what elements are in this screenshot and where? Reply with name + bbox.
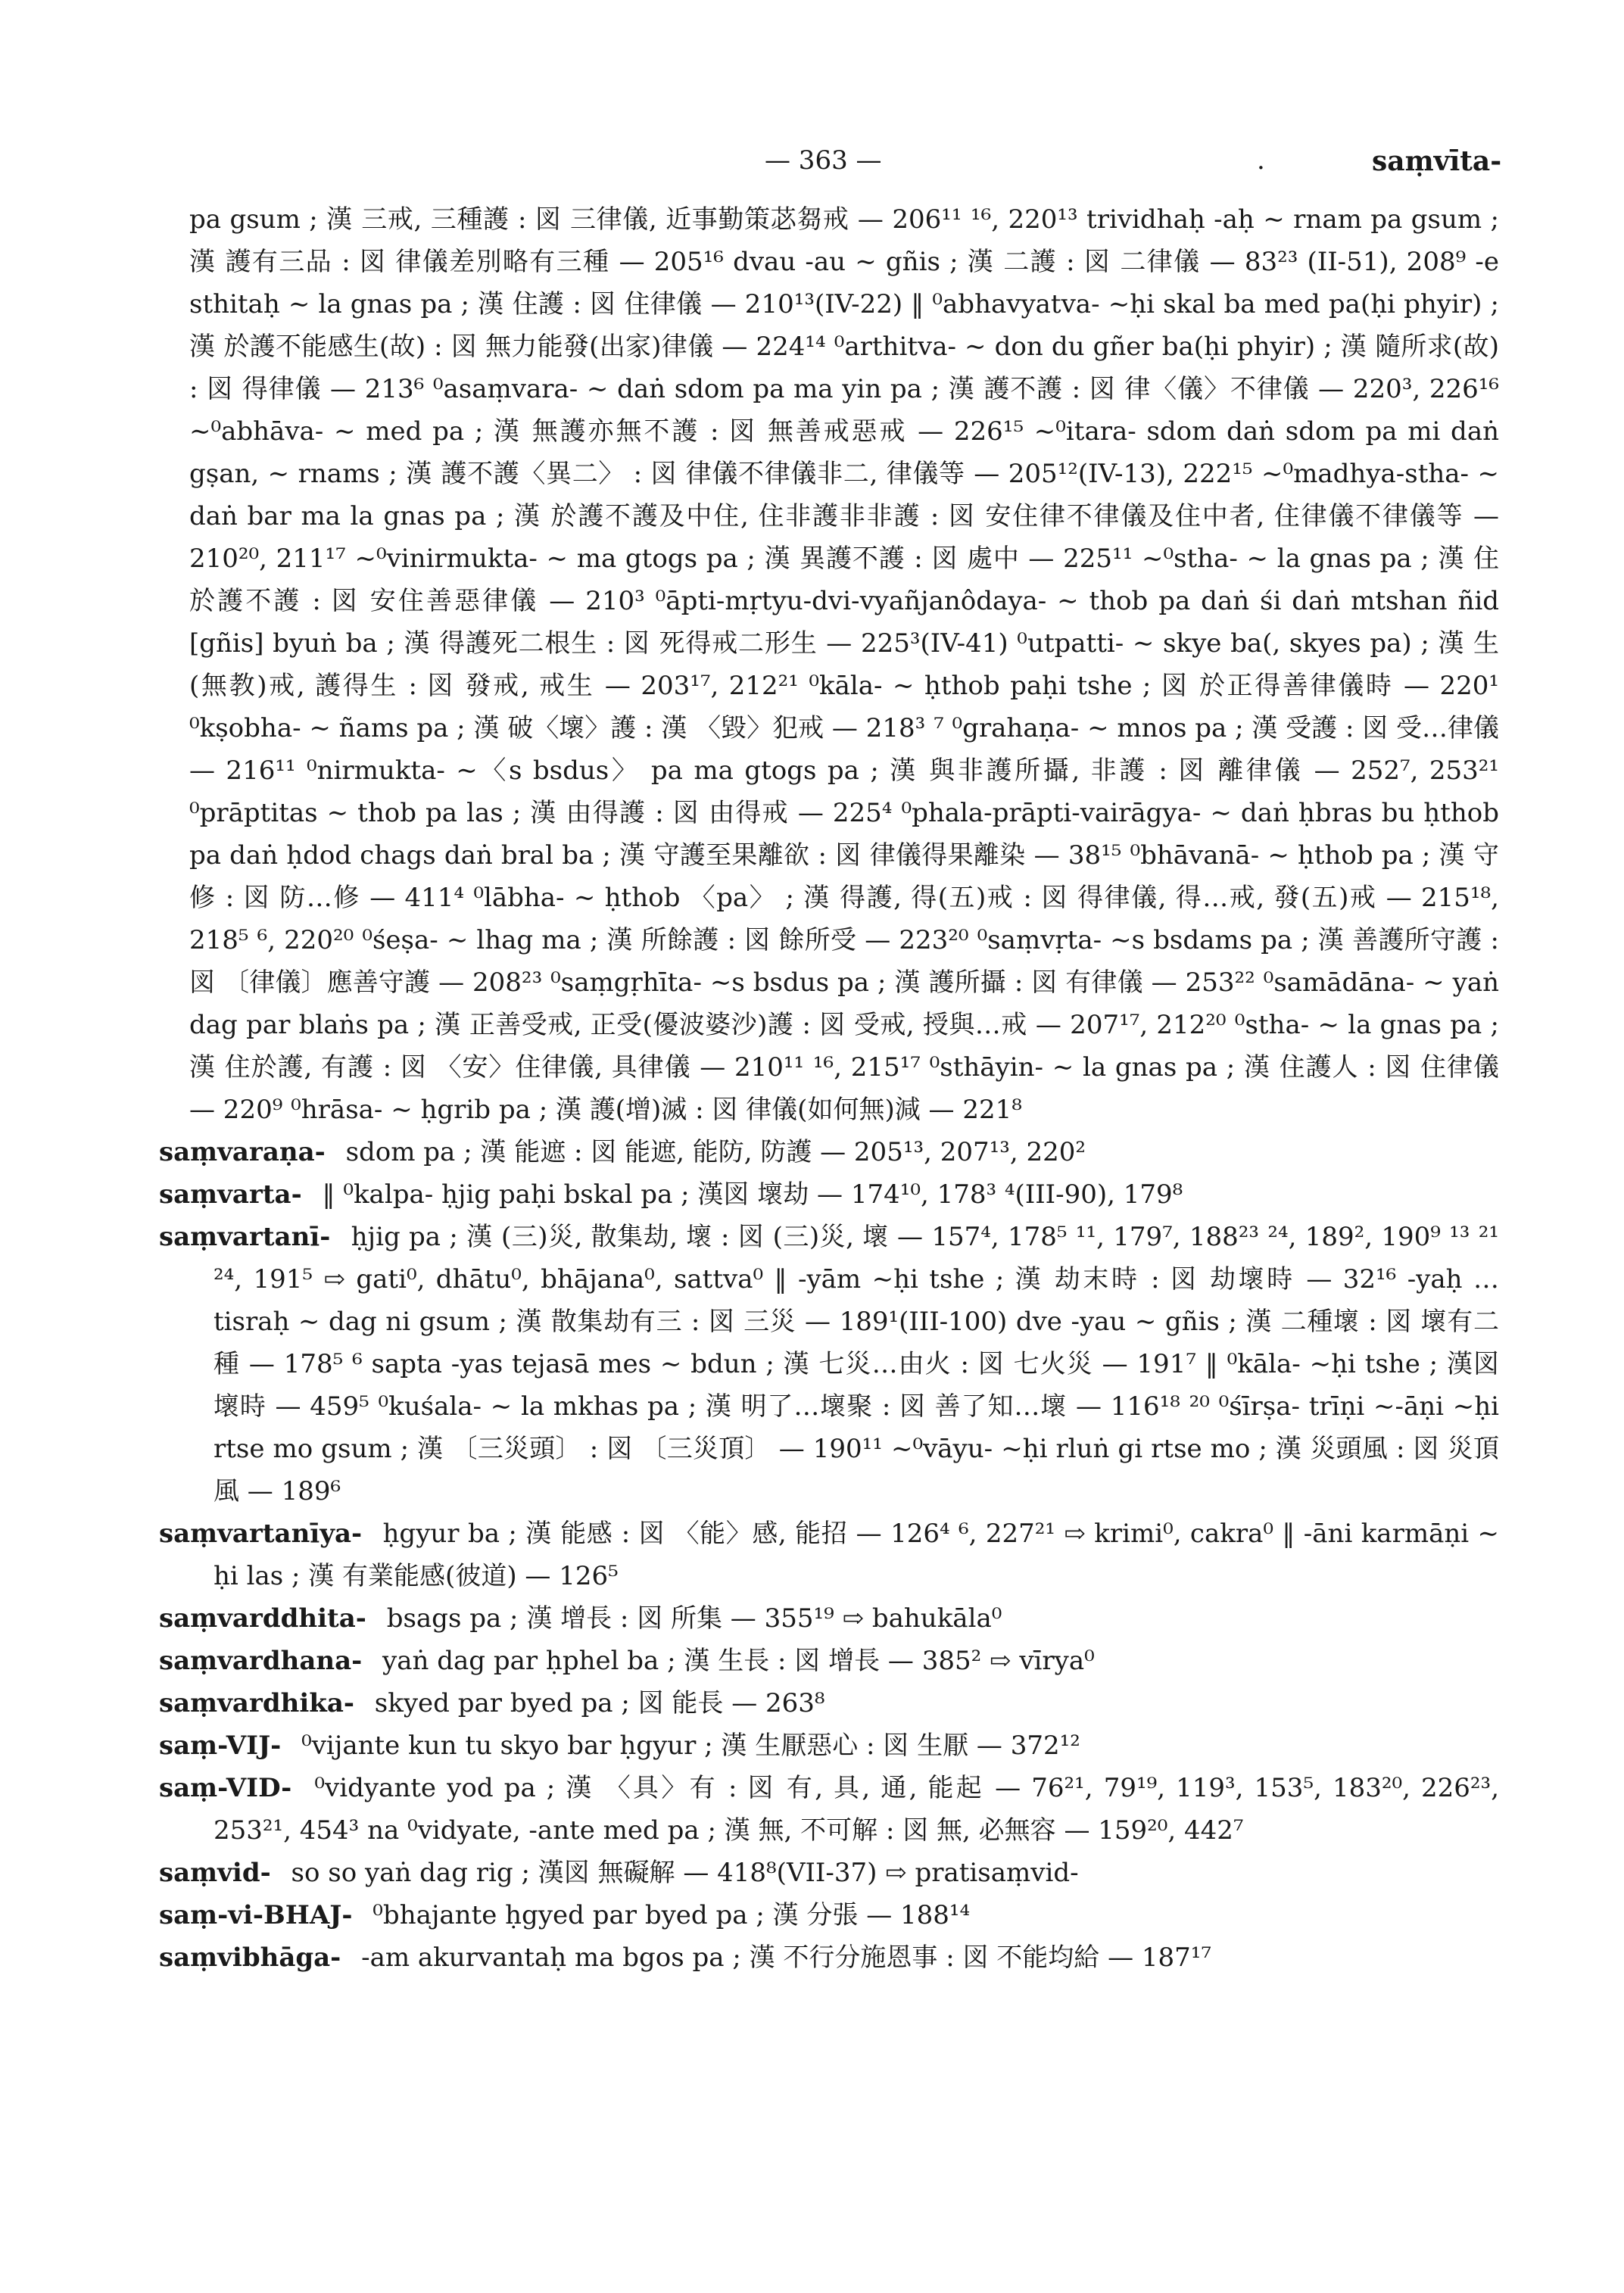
dictionary-entry (159, 1640, 1499, 1682)
header-dot: . (1257, 145, 1265, 176)
entry-headword: saṃ-VID- (159, 1773, 292, 1803)
entry-text: bsags pa ; 漢 增長 : 図 所集 — 355¹⁹ ⇨ bahukāla⁰ (386, 1603, 1002, 1634)
entry-headword: saṃvid- (159, 1858, 271, 1888)
dictionary-entry (159, 1216, 1507, 1513)
entry-text: -am akurvantaḥ ma bgos pa ; 漢 不行分施恩事 : 図 不能均給 — 187¹⁷ (361, 1943, 1212, 1973)
entry-text: pa gsum ; 漢 三戒, 三種護 : 図 三律儀, 近事勤策苾芻戒 — 206¹¹ ¹⁶, 220¹³ trividhaḥ -aḥ ∼ rnam pa gsum ; 漢 護有三品 : 図 律儀差別略有三種 — 205¹⁶ dvau -au ∼ gñis ; 漢 二護 : 図 二律儀 — 83²³ (II-51), 208⁹ -e sthitaḥ ∼ la gnas pa ; 漢 住護 : 図 住律儀 — 210¹³(IV-22) ‖ ⁰abhavyatva- ∼ḥi skal ba med pa(ḥi phyir) ; 漢 於護不能感生(故) : 図 無力能發(出家)律儀 — 224¹⁴ ⁰arthitva- ∼ don du gñer ba(ḥi phyir) ; 漢 隨所求(故) : 図 得律儀 — 213⁶ ⁰asaṃvara- ∼ daṅ sdom pa ma yin pa ; 漢 護不護 : 図 律〈儀〉不律儀 — 220³, 226¹⁶ ∼⁰abhāva- ∼ med pa ; 漢 無護亦無不護 : 図 無善戒惡戒 — 226¹⁵ ∼⁰itara- sdom daṅ sdom pa mi daṅ gṣan, ∼ rnams ; 漢 護不護〈異二〉 : 図 律儀不律儀非二, 律儀等 — 205¹²(IV-13), 222¹⁵ ∼⁰madhya-stha- ∼ daṅ bar ma la gnas pa ; 漢 於護不護及中住, 住非護非非護 : 図 安住律不律儀及住中者, 住律儀不律儀等 — 210²⁰, 211¹⁷ ∼⁰vinirmukta- ∼ ma gtogs pa ; 漢 異護不護 : 図 處中 — 225¹¹ ∼⁰stha- ∼ la gnas pa ; 漢 住於護不護 : 図 安住善惡律儀 — 210³ ⁰āpti-mṛtyu-dvi-vyañjanôdaya- ∼ thob pa daṅ śi daṅ mtshan ñid [gñis] byuṅ ba ; 漢 得護死二根生 : 図 死得戒二形生 — 225³(IV-41) ⁰utpatti- ∼ skye ba(, skyes pa) ; 漢 生(無教)戒, 護得生 : 図 發戒, 戒生 — 203¹⁷, 212²¹ ⁰kāla- ∼ ḥthob paḥi tshe ; 図 於正得善律儀時 — 220¹ ⁰kṣobha- ∼ ñams pa ; 漢 破〈壞〉護 : 漢 〈毀〉犯戒 — 218³ ⁷ ⁰grahaṇa- ∼ mnos pa ; 漢 受護 : 図 受…律儀 — 216¹¹ ⁰nirmukta- ∼〈s bsdus〉 pa ma gtogs pa ; 漢 與非護所攝, 非護 : 図 離律儀 — 252⁷, 253²¹ ⁰prāptitas ∼ thob pa las ; 漢 由得護 : 図 由得戒 — 225⁴ ⁰phala-prāpti-vairāgya- ∼ daṅ ḥbras bu ḥthob pa daṅ ḥdod chags daṅ bral ba ; 漢 守護至果離欲 : 図 律儀得果離染 — 38¹⁵ ⁰bhāvanā- ∼ ḥthob pa ; 漢 守修 : 図 防…修 — 411⁴ ⁰lābha- ∼ ḥthob 〈pa〉 ; 漢 得護, 得(五)戒 : 図 得律儀, 得…戒, 發(五)戒 — 215¹⁸, 218⁵ ⁶, 220²⁰ ⁰śeṣa- ∼ lhag ma ; 漢 所餘護 : 図 餘所受 — 223²⁰ ⁰saṃvṛta- ∼s bsdams pa ; 漢 善護所守護 : 図 〔律儀〕應善守護 — 208²³ ⁰saṃgṛhīta- ∼s bsdus pa ; 漢 護所攝 : 図 有律儀 — 253²² ⁰samādāna- ∼ yaṅ dag par blaṅs pa ; 漢 正善受戒, 正受(優波婆沙)護 : 図 受戒, 授與…戒 — 207¹⁷, 212²⁰ ⁰stha- ∼ la gnas pa ; 漢 住於護, 有護 : 図 〈安〉住律儀, 具律儀 — 210¹¹ ¹⁶, 215¹⁷ ⁰sthāyin- ∼ la gnas pa ; 漢 住護人 : 図 住律儀 — 220⁹ ⁰hrāsa- ∼ ḥgrib pa ; 漢 護(增)滅 : 図 律儀(如何無)減 — 221⁸ (189, 204, 1507, 1125)
page-number: — 363 — (765, 145, 882, 176)
dictionary-entry (159, 1852, 1499, 1894)
entry-text: ḥgyur ba ; 漢 能感 : 図 〈能〉感, 能招 — 126⁴ ⁶, 227²¹ ⇨ krimi⁰, cakra⁰ ‖ -āni karmāṇi ∼ ḥi las ; 漢 有業能感(彼道) — 126⁵ (214, 1519, 1507, 1591)
entry-text: yaṅ dag par ḥphel ba ; 漢 生長 : 図 增長 — 385² ⇨ vīrya⁰ (382, 1646, 1095, 1676)
entry-text: ḥjig pa ; 漢 (三)災, 散集劫, 壞 : 図 (三)災, 壞 — 157⁴, 178⁵ ¹¹, 179⁷, 188²³ ²⁴, 189², 190⁹ ¹³ ²¹ ²⁴, 191⁵ ⇨ gati⁰, dhātu⁰, bhājana⁰, sattva⁰ ‖ -yām ∼ḥi tshe ; 漢 劫末時 : 図 劫壞時 — 32¹⁶ -yaḥ … tisraḥ ∼ dag ni gsum ; 漢 散集劫有三 : 図 三災 — 189¹(III-100) dve -yau ∼ gñis ; 漢 二種壞 : 図 壞有二種 — 178⁵ ⁶ sapta -yas tejasā mes ∼ bdun ; 漢 七災…由火 : 図 七火災 — 191⁷ ‖ ⁰kāla- ∼ḥi tshe ; 漢図 壞時 — 459⁵ ⁰kuśala- ∼ la mkhas pa ; 漢 明了…壞聚 : 図 善了知…壞 — 116¹⁸ ²⁰ ⁰śīrṣa- trīṇi ∼-āṇi ∼ḥi rtse mo gsum ; 漢 〔三災頭〕 : 図 〔三災頂〕 — 190¹¹ ∼⁰vāyu- ∼ḥi rluṅ gi rtse mo ; 漢 災頭風 : 図 災頂風 — 189⁶ (214, 1222, 1507, 1506)
entry-headword: saṃvarddhita- (159, 1603, 366, 1634)
entry-headword: saṃvartanīya- (159, 1519, 363, 1549)
dictionary-entry (159, 1936, 1499, 1979)
page-header (0, 145, 1624, 183)
dictionary-entry (159, 1131, 1499, 1173)
running-head: saṃvīta- (1372, 145, 1502, 177)
entry-headword: saṃvaraṇa- (159, 1137, 326, 1167)
dictionary-entry (159, 1767, 1507, 1852)
entry-text: skyed par byed pa ; 図 能長 — 263⁸ (374, 1688, 825, 1718)
entry-headword: saṃ-vi-BHAJ- (159, 1900, 353, 1930)
dictionary-entry (159, 1682, 1499, 1724)
dictionary-entry (159, 1597, 1499, 1640)
entry-text: ⁰bhajante ḥgyed par byed pa ; 漢 分張 — 188¹⁴ (372, 1900, 971, 1930)
entry-headword: saṃvartanī- (159, 1222, 331, 1252)
entry-text: ⁰vijante kun tu skyo bar ḥgyur ; 漢 生厭惡心 : 図 生厭 — 372¹² (301, 1731, 1080, 1761)
entry-text: so so yaṅ dag rig ; 漢図 無礙解 — 418⁸(VII-37) ⇨ pratisaṃvid- (291, 1858, 1079, 1888)
dictionary-entry (159, 1173, 1499, 1216)
entry-headword: saṃvibhāga- (159, 1943, 341, 1973)
dictionary-entry (159, 198, 1507, 1131)
dictionary-entry (159, 1894, 1499, 1936)
dictionary-entry (159, 1724, 1499, 1767)
entry-text: ⁰vidyante yod pa ; 漢 〈具〉有 : 図 有, 具, 通, 能起 — 76²¹, 79¹⁹, 119³, 153⁵, 183²⁰, 226²³, 253²¹, 454³ na ⁰vidyate, -ante med pa ; 漢 無, 不可解 : 図 無, 必無容 — 159²⁰, 442⁷ (214, 1773, 1507, 1846)
entry-text: sdom pa ; 漢 能遮 : 図 能遮, 能防, 防護 — 205¹³, 207¹³, 220² (345, 1137, 1086, 1167)
entry-headword: saṃvardhika- (159, 1688, 354, 1718)
dictionary-body (159, 198, 1507, 1979)
entry-text: ‖ ⁰kalpa- ḥjig paḥi bskal pa ; 漢図 壞劫 — 174¹⁰, 178³ ⁴(III-90), 179⁸ (322, 1179, 1183, 1210)
dictionary-entry (159, 1513, 1507, 1597)
entry-headword: saṃ-VIJ- (159, 1731, 282, 1761)
entry-headword: saṃvardhana- (159, 1646, 363, 1676)
entry-headword: saṃvarta- (159, 1179, 302, 1210)
